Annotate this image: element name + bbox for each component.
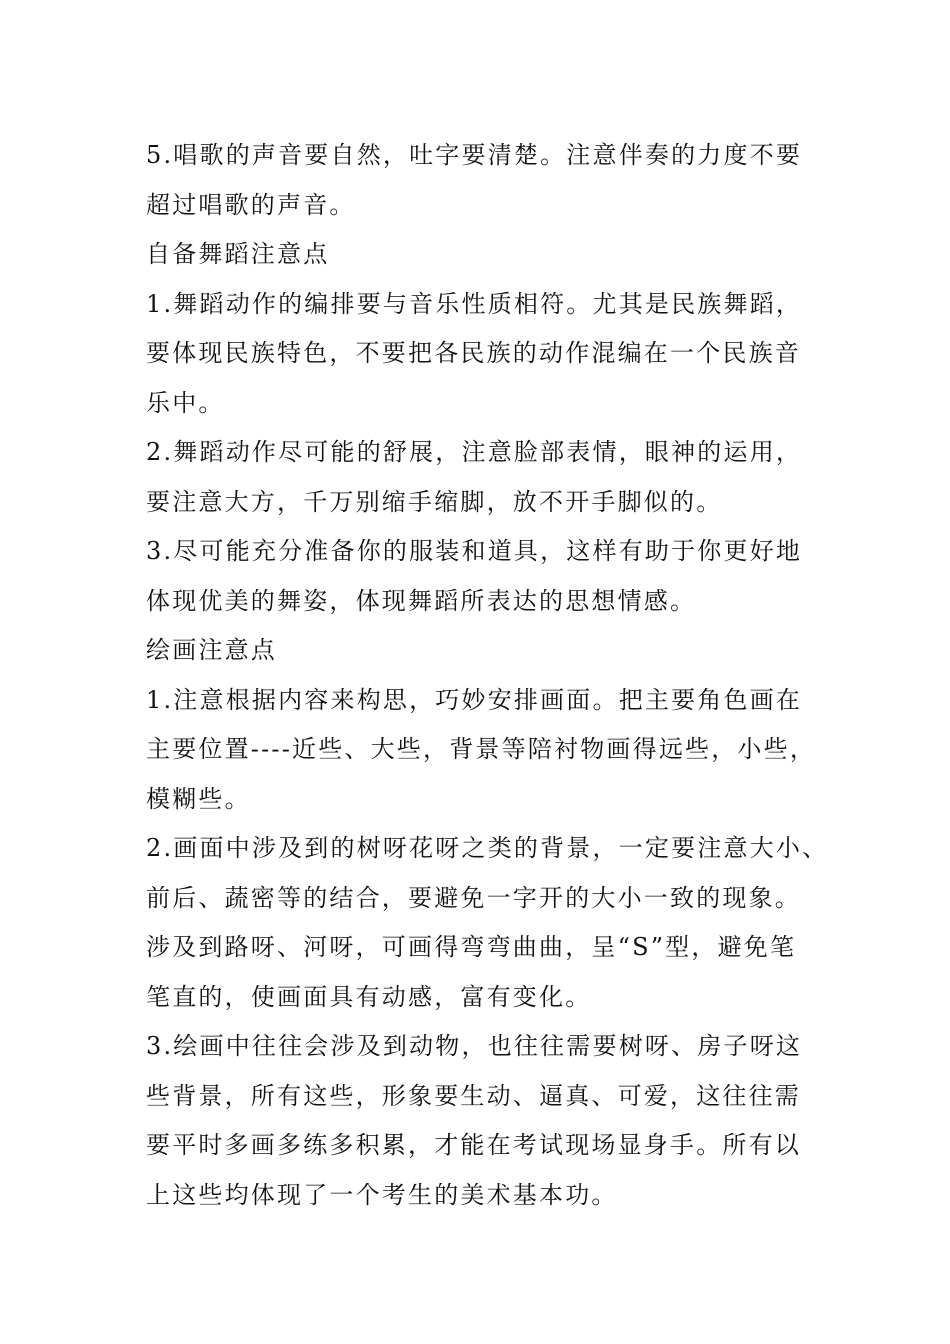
painting-point-2-line-4: 笔直的，使画面具有动感，富有变化。 xyxy=(146,982,592,1011)
dance-point-1-line-2: 要体现民族特色，不要把各民族的动作混编在一个民族音 xyxy=(146,339,801,367)
dance-point-1-line-3: 乐中。 xyxy=(146,388,225,417)
painting-point-2-line-1: 2.画面中涉及到的树呀花呀之类的背景，一定要注意大小、 xyxy=(146,834,829,862)
painting-point-2-line-2: 前后、蔬密等的结合，要避免一字开的大小一致的现象。 xyxy=(146,883,801,912)
dance-point-2-line-2: 要注意大方，千万别缩手缩脚，放不开手脚似的。 xyxy=(146,487,723,516)
dance-section-heading: 自备舞蹈注意点 xyxy=(146,240,330,268)
painting-point-3-line-3: 要平时多画多练多积累，才能在考试现场显身手。所有以 xyxy=(146,1131,801,1159)
painting-point-2-line-3: 涉及到路呀、河呀，可画得弯弯曲曲，呈“S”型，避免笔 xyxy=(146,933,797,961)
singing-point-5-line-2: 超过唱歌的声音。 xyxy=(146,190,356,219)
dance-point-2-line-1: 2.舞蹈动作尽可能的舒展，注意脸部表情，眼神的运用， xyxy=(146,438,803,466)
dance-point-3-line-1: 3.尽可能充分准备你的服装和道具，这样有助于你更好地 xyxy=(146,537,803,565)
painting-point-1-line-2: 主要位置----近些、大些，背景等陪衬物画得远些，小些， xyxy=(146,735,817,763)
painting-point-3-line-2: 些背景，所有这些，形象要生动、逼真、可爱，这往往需 xyxy=(146,1081,801,1110)
painting-section-heading: 绘画注意点 xyxy=(146,636,277,664)
dance-point-1-line-1: 1.舞蹈动作的编排要与音乐性质相符。尤其是民族舞蹈， xyxy=(146,289,803,318)
singing-point-5-line-1: 5.唱歌的声音要自然，吐字要清楚。注意伴奏的力度不要 xyxy=(146,141,803,169)
painting-point-1-line-3: 模糊些。 xyxy=(146,784,251,813)
painting-point-3-line-4: 上这些均体现了一个考生的美术基本功。 xyxy=(146,1180,618,1209)
dance-point-3-line-2: 体现优美的舞姿，体现舞蹈所表达的思想情感。 xyxy=(146,586,697,615)
document-body xyxy=(146,131,829,1220)
painting-point-3-line-1: 3.绘画中往往会涉及到动物，也往往需要树呀、房子呀这 xyxy=(146,1032,803,1060)
painting-point-1-line-1: 1.注意根据内容来构思，巧妙安排画面。把主要角色画在 xyxy=(146,685,803,714)
